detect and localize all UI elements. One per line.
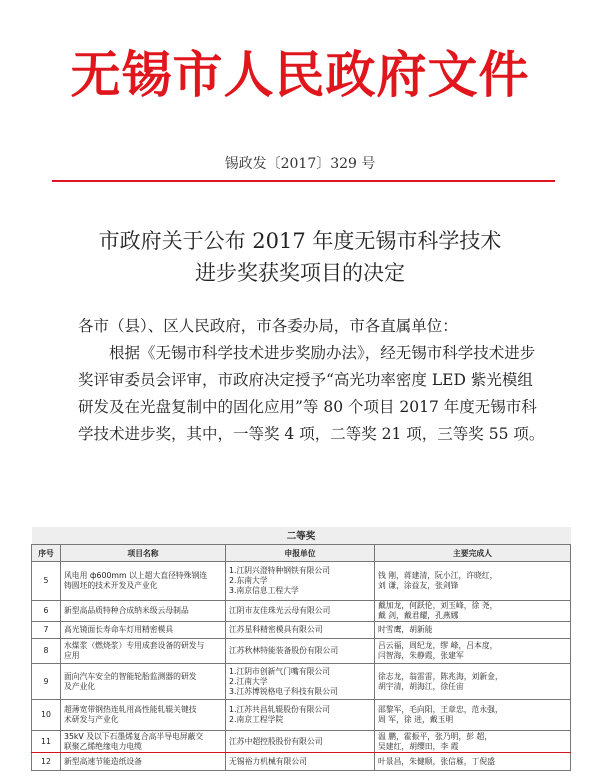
- cell-line: 时雪鹰，胡新能: [378, 625, 433, 634]
- cell-line: 胡宇清，胡海江，徐任宙: [378, 681, 464, 691]
- cell-line: 吕云福，周纪龙，缪 峰，吕本度，: [378, 641, 498, 650]
- row-number: [32, 664, 61, 700]
- cell-line: 7: [43, 625, 49, 634]
- cell-line: 温 鹏，霍振平，张乃明，彭 超，: [378, 731, 493, 741]
- row-number: [32, 562, 61, 601]
- cell-line: 水煤浆（燃烧浆）专用成套设备的研发与: [64, 641, 205, 650]
- main-contributors: [375, 562, 571, 601]
- cell-line: 江阴市友佳珠光云母有限公司: [229, 606, 331, 615]
- cell-line: 戴 剑，戴君耀，孔燕娜: [378, 611, 459, 620]
- cell-line: 11: [41, 736, 51, 746]
- cell-line: 闫智海，朱静霞，张建军: [378, 651, 464, 660]
- cell-line: 5: [43, 576, 49, 585]
- table-row: [32, 753, 571, 771]
- cell-line: 戴加龙，何跃伦，刘玉峰，徐 尧，: [378, 601, 498, 610]
- red-divider: [52, 180, 555, 182]
- row-number: [32, 731, 61, 753]
- decision-paragraph: 根据《无锡市科学技术进步奖励办法》，经无锡市科学技术进步奖评审委员会评审，市政府决定授予“高光功率密度 LED 紫光模组研发及在光盘复制中的固化应用”等 80 个项目 2017 年度无锡市科学技术进步奖，其中，一等奖 4 项，二等奖 21 项，三等奖 55 项。: [78, 344, 545, 443]
- cell-line: 35kV 及以下石墨烯复合高半导电屏蔽交: [64, 731, 204, 741]
- project-name: [61, 664, 226, 700]
- cell-line: 江苏星科精密模具有限公司: [229, 625, 323, 634]
- applicant-unit: [226, 731, 375, 753]
- cell-line: 新型高速节能造纸设备: [64, 756, 142, 766]
- cell-line: 江苏中超控股股份有限公司: [229, 736, 323, 746]
- applicant-unit: [226, 601, 375, 622]
- cell-line: 2.南京工程学院: [229, 715, 284, 724]
- cell-line: 风电用 ф600mm 以上超大直径特殊钢连: [64, 571, 208, 580]
- project-name: [61, 562, 226, 601]
- title-line: 市政府关于公布 2017 年度无锡市科学技术: [98, 229, 502, 253]
- table-row: [32, 664, 571, 700]
- table-row: [32, 622, 571, 639]
- applicant-unit: [226, 622, 375, 639]
- cell-line: 1.江阴市创新气门嘴有限公司: [229, 666, 331, 676]
- cell-line: 无锡裕力机械有限公司: [229, 756, 307, 766]
- salutation: 各市（县）、区人民政府，市各委办局，市各直属单位：: [78, 317, 458, 335]
- cell-line: 新型高品质特种合成纳米级云母制品: [64, 606, 189, 615]
- cell-line: 3.南京信息工程大学: [229, 586, 299, 595]
- row-number: [32, 753, 61, 771]
- cell-line: 铸圆坯的技术开发及产业化: [64, 581, 158, 590]
- cell-line: 3.江苏博锐格电子科技有限公司: [229, 686, 338, 696]
- document-number: 锡政发〔2017〕329 号: [224, 156, 376, 172]
- cell-line: 刘 谦，涂益友，张剑锋: [378, 581, 459, 590]
- cell-line: 江苏秋林特能装备股份有限公司: [229, 646, 339, 655]
- column-header: 序号: [32, 545, 61, 562]
- column-header: 主要完成人: [375, 545, 571, 562]
- cell-line: 吴建红，胡缨田，李 霞: [378, 741, 459, 751]
- cell-line: 联聚乙烯绝缘电力电缆: [64, 741, 142, 751]
- applicant-unit: [226, 639, 375, 664]
- main-contributors: [375, 700, 571, 731]
- main-contributors: [375, 601, 571, 622]
- table-caption: 二等奖: [32, 527, 571, 545]
- cell-line: 12: [41, 756, 51, 766]
- cell-line: 周 军，徐 进，戴玉明: [378, 715, 454, 724]
- document-body: [78, 313, 548, 448]
- cell-line: 应用: [64, 651, 80, 660]
- cell-line: 及产业化: [64, 681, 96, 691]
- award-table-container: [31, 527, 571, 771]
- applicant-unit: [226, 562, 375, 601]
- table-row: [32, 731, 571, 753]
- award-table: [31, 527, 571, 771]
- main-contributors: [375, 753, 571, 771]
- column-header: 申报单位: [226, 545, 375, 562]
- main-contributors: [375, 664, 571, 700]
- cell-line: 术研发与产业化: [64, 715, 119, 724]
- cell-line: 9: [43, 676, 49, 686]
- title-line: 进步奖获奖项目的决定: [195, 261, 405, 285]
- table-row: [32, 562, 571, 601]
- cell-line: 2.东南大学: [229, 576, 268, 585]
- document-header: 无锡市人民政府文件: [70, 45, 530, 104]
- cell-line: 钱 刚，蒋建清，阮小江，许晓红，: [378, 571, 498, 580]
- cell-line: 高光镜面长寿命车灯用精密模具: [64, 625, 174, 634]
- project-name: [61, 601, 226, 622]
- cell-line: 8: [43, 646, 49, 655]
- row-number: [32, 622, 61, 639]
- column-header: 项目名称: [61, 545, 226, 562]
- table-row: [32, 700, 571, 731]
- cell-line: 叶景昌，朱健顺，张信雁，丁倪盛: [378, 756, 495, 766]
- applicant-unit: [226, 700, 375, 731]
- project-name: [61, 753, 226, 771]
- project-name: [61, 639, 226, 664]
- cell-line: 超薄宽带钢热连轧用高性能轧辊关键技: [64, 705, 197, 714]
- applicant-unit: [226, 753, 375, 771]
- cell-line: 2.江南大学: [229, 676, 268, 686]
- document-title: [0, 225, 600, 289]
- main-contributors: [375, 639, 571, 664]
- cell-line: 邵黎军，毛向阳，王章忠，范永强，: [378, 705, 503, 714]
- row-number: [32, 639, 61, 664]
- cell-line: 面向汽车安全的智能轮胎监测器的研发: [64, 671, 197, 681]
- table-row: [32, 639, 571, 664]
- main-contributors: [375, 731, 571, 753]
- cell-line: 1.江阴兴澄特种钢铁有限公司: [229, 566, 331, 575]
- cell-line: 6: [43, 606, 49, 615]
- main-contributors: [375, 622, 571, 639]
- applicant-unit: [226, 664, 375, 700]
- cell-line: 10: [41, 710, 51, 719]
- project-name: [61, 731, 226, 753]
- cell-line: 1.江苏共昌轧辊股份有限公司: [229, 705, 331, 714]
- project-name: [61, 700, 226, 731]
- cell-line: 徐志龙，翁雷雷，陈兆海，刘新金，: [378, 671, 503, 681]
- project-name: [61, 622, 226, 639]
- row-number: [32, 601, 61, 622]
- table-row: [32, 601, 571, 622]
- row-number: [32, 700, 61, 731]
